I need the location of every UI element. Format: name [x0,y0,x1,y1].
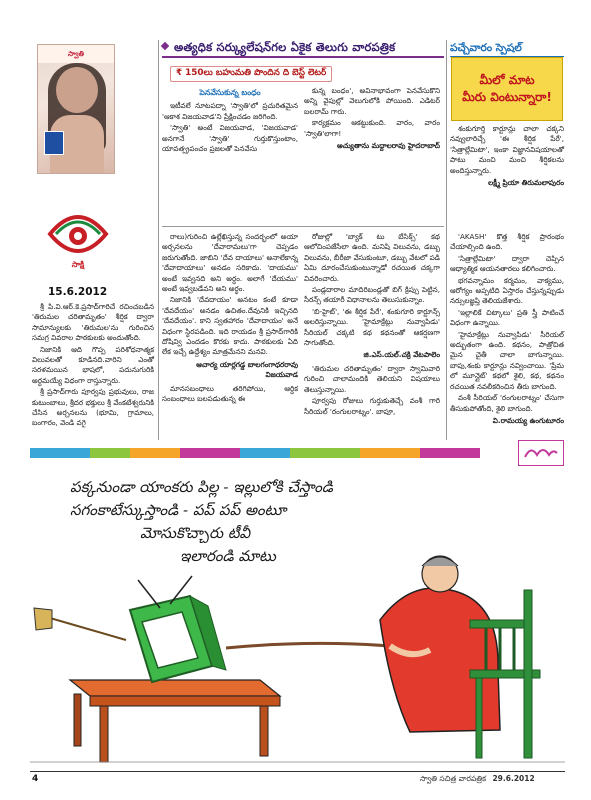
column-2 [162,86,298,155]
col4-para-7: వంశీ సీరియల్ 'రంగులరాట్నం' చేసుగా తీసుకుపోతోంది, శైలి బాగుంది. [450,393,564,413]
column-divider [446,40,447,440]
col3-para-6: 'తిరుమల చరితామృతం' ద్వారా స్వామివారి గురించి చాలామందికి తెలియని విషయాలు తెలుస్తున్నాయి. [304,363,440,394]
cartoon-caption-line4: ఇలారండి మాటు [180,547,276,565]
sakshi-logo [44,198,112,278]
col4-para-3: 'సిత్రాల్లేమిటా' ద్వారా చెప్పిన ఆధ్యాత్మిక ఆయనతారలు కలిగించారు. [450,253,564,274]
letter-date: 15.6.2012 [48,286,108,298]
cover-masthead: స్వాతి [38,45,114,63]
col4-signature-2: వి.రామయ్య ఉంగుటూరం [492,415,564,425]
page-number: 4 [32,774,39,784]
col1-para-1: శ్రీ పి.వి.ఆర్.కె.ప్రసాద్‌గారిచే రచించబడిన 'తిరుమల చరితామృతం' శీర్షిక ద్వారా సామాన్యులకు 'తిరుమల'ను గురించిన సమగ్ర వివరాల పాఠకులకు అందుతోంది. [32,302,154,343]
col3-para-1: కున్న బంధం', అవినాభావంగా పెనవేసుకొని అన్ని వైపుల్లో వెలుగులోకి పోయింది. ఎడిటర్ బలరామ్ గారు. [304,86,440,116]
col4-para-6: 'హైమాక్రేట్లు నువ్వాపిడు' సీరియల్ అద్భుతంగా ఉంది. కథనం, పాత్రోచిత మైన చైతీ చాలా బాగున్నాయి. బాపు,శంకు కార్టూన్లు నవ్వించాయి. 'ప్రేమ లో మూన్లైట్' కథలో శైలి, కథ, కథనం రచయిత నవలీకరించిన తీరు బాగుంది. [450,329,564,391]
cartoon-caption-line1: పక్కనుండా యాంకరు పిల్ల - ఇల్లులోకి చేస్తాండి [70,478,333,496]
issue-date: 29.6.2012 [492,774,535,783]
col2-para-2: 'స్వాతి' అంటే విజయవాడ, 'విజయవాడ' అనగానే 'స్వాతి' గుర్తుకొస్తుంటాం, యావత్ప్రపంచం ప్రజలతో పెనవేసు [162,123,298,154]
col2-subtitle: పెనవేసుకున్న బంధం [199,88,261,97]
column-4-continued [450,232,564,429]
col3-signature-1: అచ్యుతాను మద్దాలరావు హైదరాబాద్ [337,141,440,151]
col1-para-3: శ్రీ ప్రసాద్‌గారు పూర్వపు ప్రభువులు, రాజ కుటుంబాలు, శ్రీదర భక్తులు శ్రీ వేంకటేశ్వరునికి చేసిన అర్చనలను (భూమి, గ్రామాలు, బంగారం, వెండి వగై [32,387,154,428]
decorative-color-strip [0,448,591,458]
special-box-line1: మీలో మాట [479,73,535,87]
col4-para-1: శంకుగూర్తి కార్టూన్లు చాలా చక్కని నవ్వులారిచ్చే 'ఈ శీర్షిక పేరే', 'సిత్రాల్లేమిటా', ఇంకా విజ్ఞానవిషయాలతో పాటు మంచి మంచి శీర్షికలను అందిస్తున్నారు. [450,124,564,175]
weekly-special-header [450,36,564,56]
col4-para-4: భగవన్నామం కర్మమం, వాక్యము, ఆరోగ్యం అప్పటిది ఏస్తారం చేస్తున్నప్పుడు నర్సులజ్ఞప్తి తెలియజేశారు. [450,275,564,306]
sakshi-logo-text: సాక్షి [71,260,85,269]
col2-signature: ఆచార్య యార్లగడ్డ బాలగంగాధరరావు విజయవాడ [196,359,298,380]
magazine-cover-image [37,44,115,174]
col4-para-2: 'AKASH' కొత్త శీర్షిక ప్రారంభం చేయాల్సింది ఉంది. [450,232,564,252]
cover-inset-box [44,131,64,155]
diamond-icon [161,42,169,50]
cartoon-illustration [30,470,565,770]
col3-para-5: 'బి-హైట్', 'ఈ శీర్షిక పేరే', శంకుగూరి కార్టూన్స్ అలరిస్తున్నాయి. 'హైమాక్రేట్లు నువ్వాపిడు' సీరియల్ చక్కటి కథ కథనంతో ఆకర్షణగా సాగుతోంది. [304,306,440,348]
col2-para-5: మానసబంధాలు తరిగిపోయి, ఆర్థిక సంబంధాలు బలపడుతున్న ఈ [162,383,298,404]
artist-badge [518,440,564,466]
column-3 [304,86,440,154]
column-divider [158,40,159,440]
col3-signature-2: జి.ఎస్.యల్.చక్రి వేటపాలెం [363,350,440,360]
special-box [451,57,563,121]
col3-para-3: రోజుల్లో 'బ్యాక్ టు బేసిక్స్' కథ ఆలోచింపజేసేలా ఉంది. మనిషి విలువను, డబ్బు విలువను, బీరీజా వేసుకుంటూ, డబ్బు వేటలో పడి ఏమి దూరంచేసుకుంటున్నాడో రచయిత చక్కగా వివరించారు. [304,232,440,283]
col2-para-4: నిజానికి 'దేవదాయం' అనటం కంటే కూడా 'దేవదేయం' అనడం ఉచితం.దేవునికి ఇచ్చినది 'దేవదేయం'. కాని స్వతహారం 'దేవాదాయం' అనే విధంగా స్థిరపడింది. ఇది రాయడం శ్రీ ప్రసాద్‌గారికి దోషివ్వి ఎందడం కొరకు కాదు. పాఠకులకు ఏది లేక ఇచ్చే ఉద్దేశ్యం మాత్రమేనని మనవి. [162,295,298,357]
cartoon-caption-line3: మోసుకొచ్చారు టీవీ [140,524,251,542]
main-header-title: అత్యధిక సర్క్యులేషన్‌గల ఏకైక తెలుగు వారపత్రిక [174,40,396,54]
col3-para-7: పూర్వపు రోజులు గుర్తుకుతెచ్చే వంశీ గారి సీరియల్ 'రంగులరాట్నం'. బాపూ, [304,396,440,416]
footer-publication [420,774,535,785]
cartoon-caption-line2: సగంకాటేస్కుస్తాండి - పప్ పప్ అంటూ [70,501,287,519]
footer-rule [30,771,565,772]
col2-para-1: ఇటీవలే నూటపద్నా 'స్వాతి'లో ప్రచురితమైన 'ఆకాశ విజయవాడ'ని ప్రేక్షించడం జరిగింది. [162,101,298,121]
special-box-line2: మీరు వింటున్నారా! [462,90,552,104]
col3-para-2: కార్యక్రమం ఆకట్టుకుంది. వారం, వారం 'స్వాతి'లాగా! [304,118,440,138]
section-divider [162,226,444,227]
weekly-special-title: పచ్చేవారం స్పెషల్ [450,42,522,54]
column-1 [32,302,154,430]
col4-para-5: 'ఇల్లాలికే చిట్కాలు' ప్రతి స్త్రీ పాటించే విధంగా ఉన్నాయి. [450,307,564,328]
column-3-continued [304,232,440,418]
col4-signature-1: లక్ష్మీ ప్రియా తిరుమలాపురం [488,178,564,188]
col1-para-2: నిజానికి ఆది గొప్ప పరిశోధనాత్మక విలువలతో కూడినది.వారిని ఎంతో సరళమయిన భాషలో, పదునుగురికి అర్థమయ్యే విధంగా రాస్తున్నారు. [32,344,154,385]
column-4 [450,124,564,191]
prize-tag: ₹ 150లు బహుమతి పొందిన ది బెస్ట్ లెటర్ [170,66,332,82]
main-header [162,36,444,58]
column-2-continued [162,232,298,406]
col2-para-3: రాలు)గురించి ఉల్లేఖిస్తున్న సందర్భంలో అయా అర్చనలను 'దేవారామలు'గా చెప్పడం జరుగుతోంది. జాబిని 'దేవ దాయాలు' అనాలేకాన్న 'దేవాదాయాలు' అనడం సరికాదు. 'దాయము' అంటే ఇవ్వనది అని అర్థం. అలాగే 'దేయము' అంటే ఇవ్వబడేవని అని అర్థం. [162,232,298,294]
col3-para-4: పండ్లదారాల మాదిరిబండ్లతో బిగ్ క్రిప్సు పెట్టిన, సీరన్స్ తయారీ విధానాలను తెలుసుకున్నాం. [304,285,440,305]
publication-name: స్వాతి సచిత్ర వారపత్రిక [420,774,487,783]
